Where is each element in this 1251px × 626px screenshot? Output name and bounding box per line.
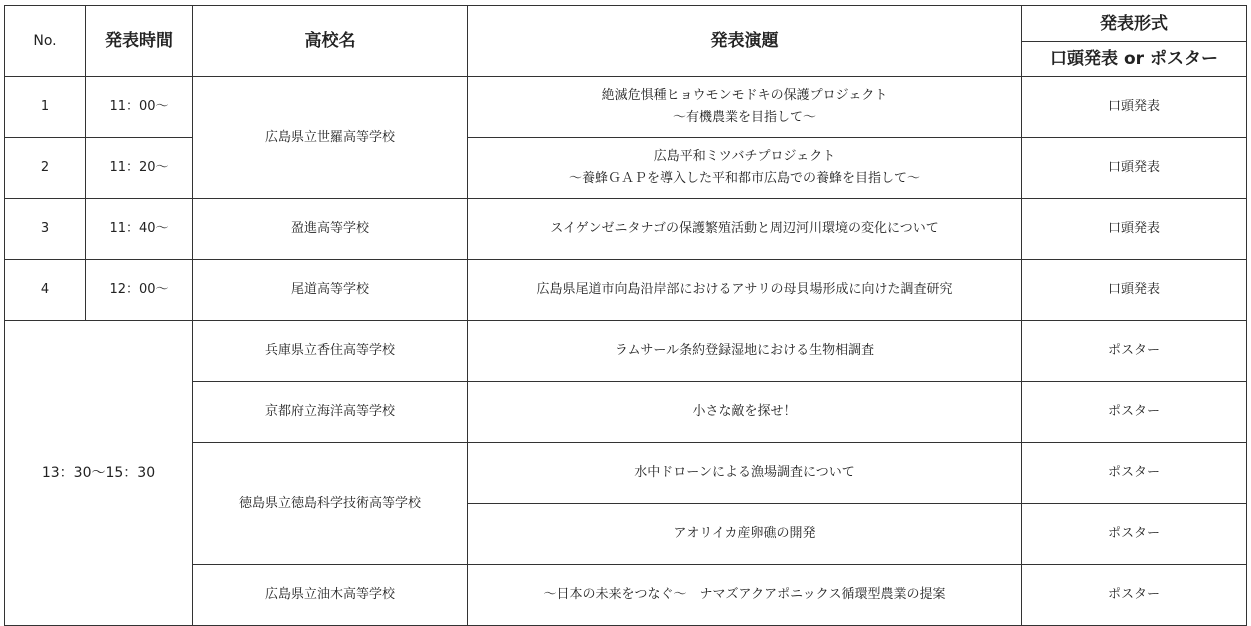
presentation-schedule-table [4, 5, 1247, 626]
title-line: 広島平和ミツバチプロジェクト [653, 149, 836, 164]
table-row [5, 199, 1247, 260]
cell-time: 12：00〜 [86, 260, 193, 321]
cell-title: ラムサール条約登録湿地における生物相調査 [468, 321, 1022, 382]
header-school: 高校名 [193, 6, 468, 77]
cell-format: 口頭発表 [1022, 199, 1247, 260]
cell-time: 11：00〜 [86, 77, 193, 138]
cell-poster-time: 13：30〜15：30 [5, 321, 193, 626]
cell-no: 2 [5, 138, 86, 199]
header-time: 発表時間 [86, 6, 193, 77]
cell-format: 口頭発表 [1022, 77, 1247, 138]
cell-school: 広島県立世羅高等学校 [193, 77, 468, 199]
cell-school: 兵庫県立香住高等学校 [193, 321, 468, 382]
cell-no: 1 [5, 77, 86, 138]
cell-format: ポスター [1022, 382, 1247, 443]
cell-format: ポスター [1022, 443, 1247, 504]
cell-format: ポスター [1022, 321, 1247, 382]
header-row [5, 6, 1247, 42]
cell-title [468, 77, 1022, 138]
table-row [5, 138, 1247, 199]
cell-title: スイゲンゼニタナゴの保護繁殖活動と周辺河川環境の変化について [468, 199, 1022, 260]
cell-no: 4 [5, 260, 86, 321]
table-row [5, 77, 1247, 138]
cell-school: 盈進高等学校 [193, 199, 468, 260]
cell-title: 小さな敵を探せ！ [468, 382, 1022, 443]
header-title: 発表演題 [468, 6, 1022, 77]
cell-school: 広島県立油木高等学校 [193, 565, 468, 626]
cell-format: 口頭発表 [1022, 260, 1247, 321]
header-format-sub: 口頭発表 or ポスター [1022, 42, 1247, 77]
cell-format: ポスター [1022, 565, 1247, 626]
cell-no: 3 [5, 199, 86, 260]
cell-format: ポスター [1022, 504, 1247, 565]
cell-school: 尾道高等学校 [193, 260, 468, 321]
cell-format: 口頭発表 [1022, 138, 1247, 199]
cell-school: 京都府立海洋高等学校 [193, 382, 468, 443]
cell-time: 11：40〜 [86, 199, 193, 260]
cell-title: 広島県尾道市向島沿岸部におけるアサリの母貝場形成に向けた調査研究 [468, 260, 1022, 321]
cell-time: 11：20〜 [86, 138, 193, 199]
cell-title: アオリイカ産卵礁の開発 [468, 504, 1022, 565]
title-subline: 〜養蜂ＧＡＰを導入した平和都市広島での養蜂を目指して〜 [568, 171, 920, 186]
title-subline: 〜有機農業を目指して〜 [672, 110, 816, 125]
cell-title [468, 138, 1022, 199]
cell-title: 水中ドローンによる漁場調査について [468, 443, 1022, 504]
table-row [5, 260, 1247, 321]
header-format-group: 発表形式 [1022, 6, 1247, 42]
title-line: 絶滅危惧種ヒョウモンモドキの保護プロジェクト [601, 88, 888, 103]
cell-title: 〜日本の未来をつなぐ〜 ナマズアクアポニックス循環型農業の提案 [468, 565, 1022, 626]
cell-school: 徳島県立徳島科学技術高等学校 [193, 443, 468, 565]
table-row [5, 321, 1247, 382]
header-no: No. [5, 6, 86, 77]
